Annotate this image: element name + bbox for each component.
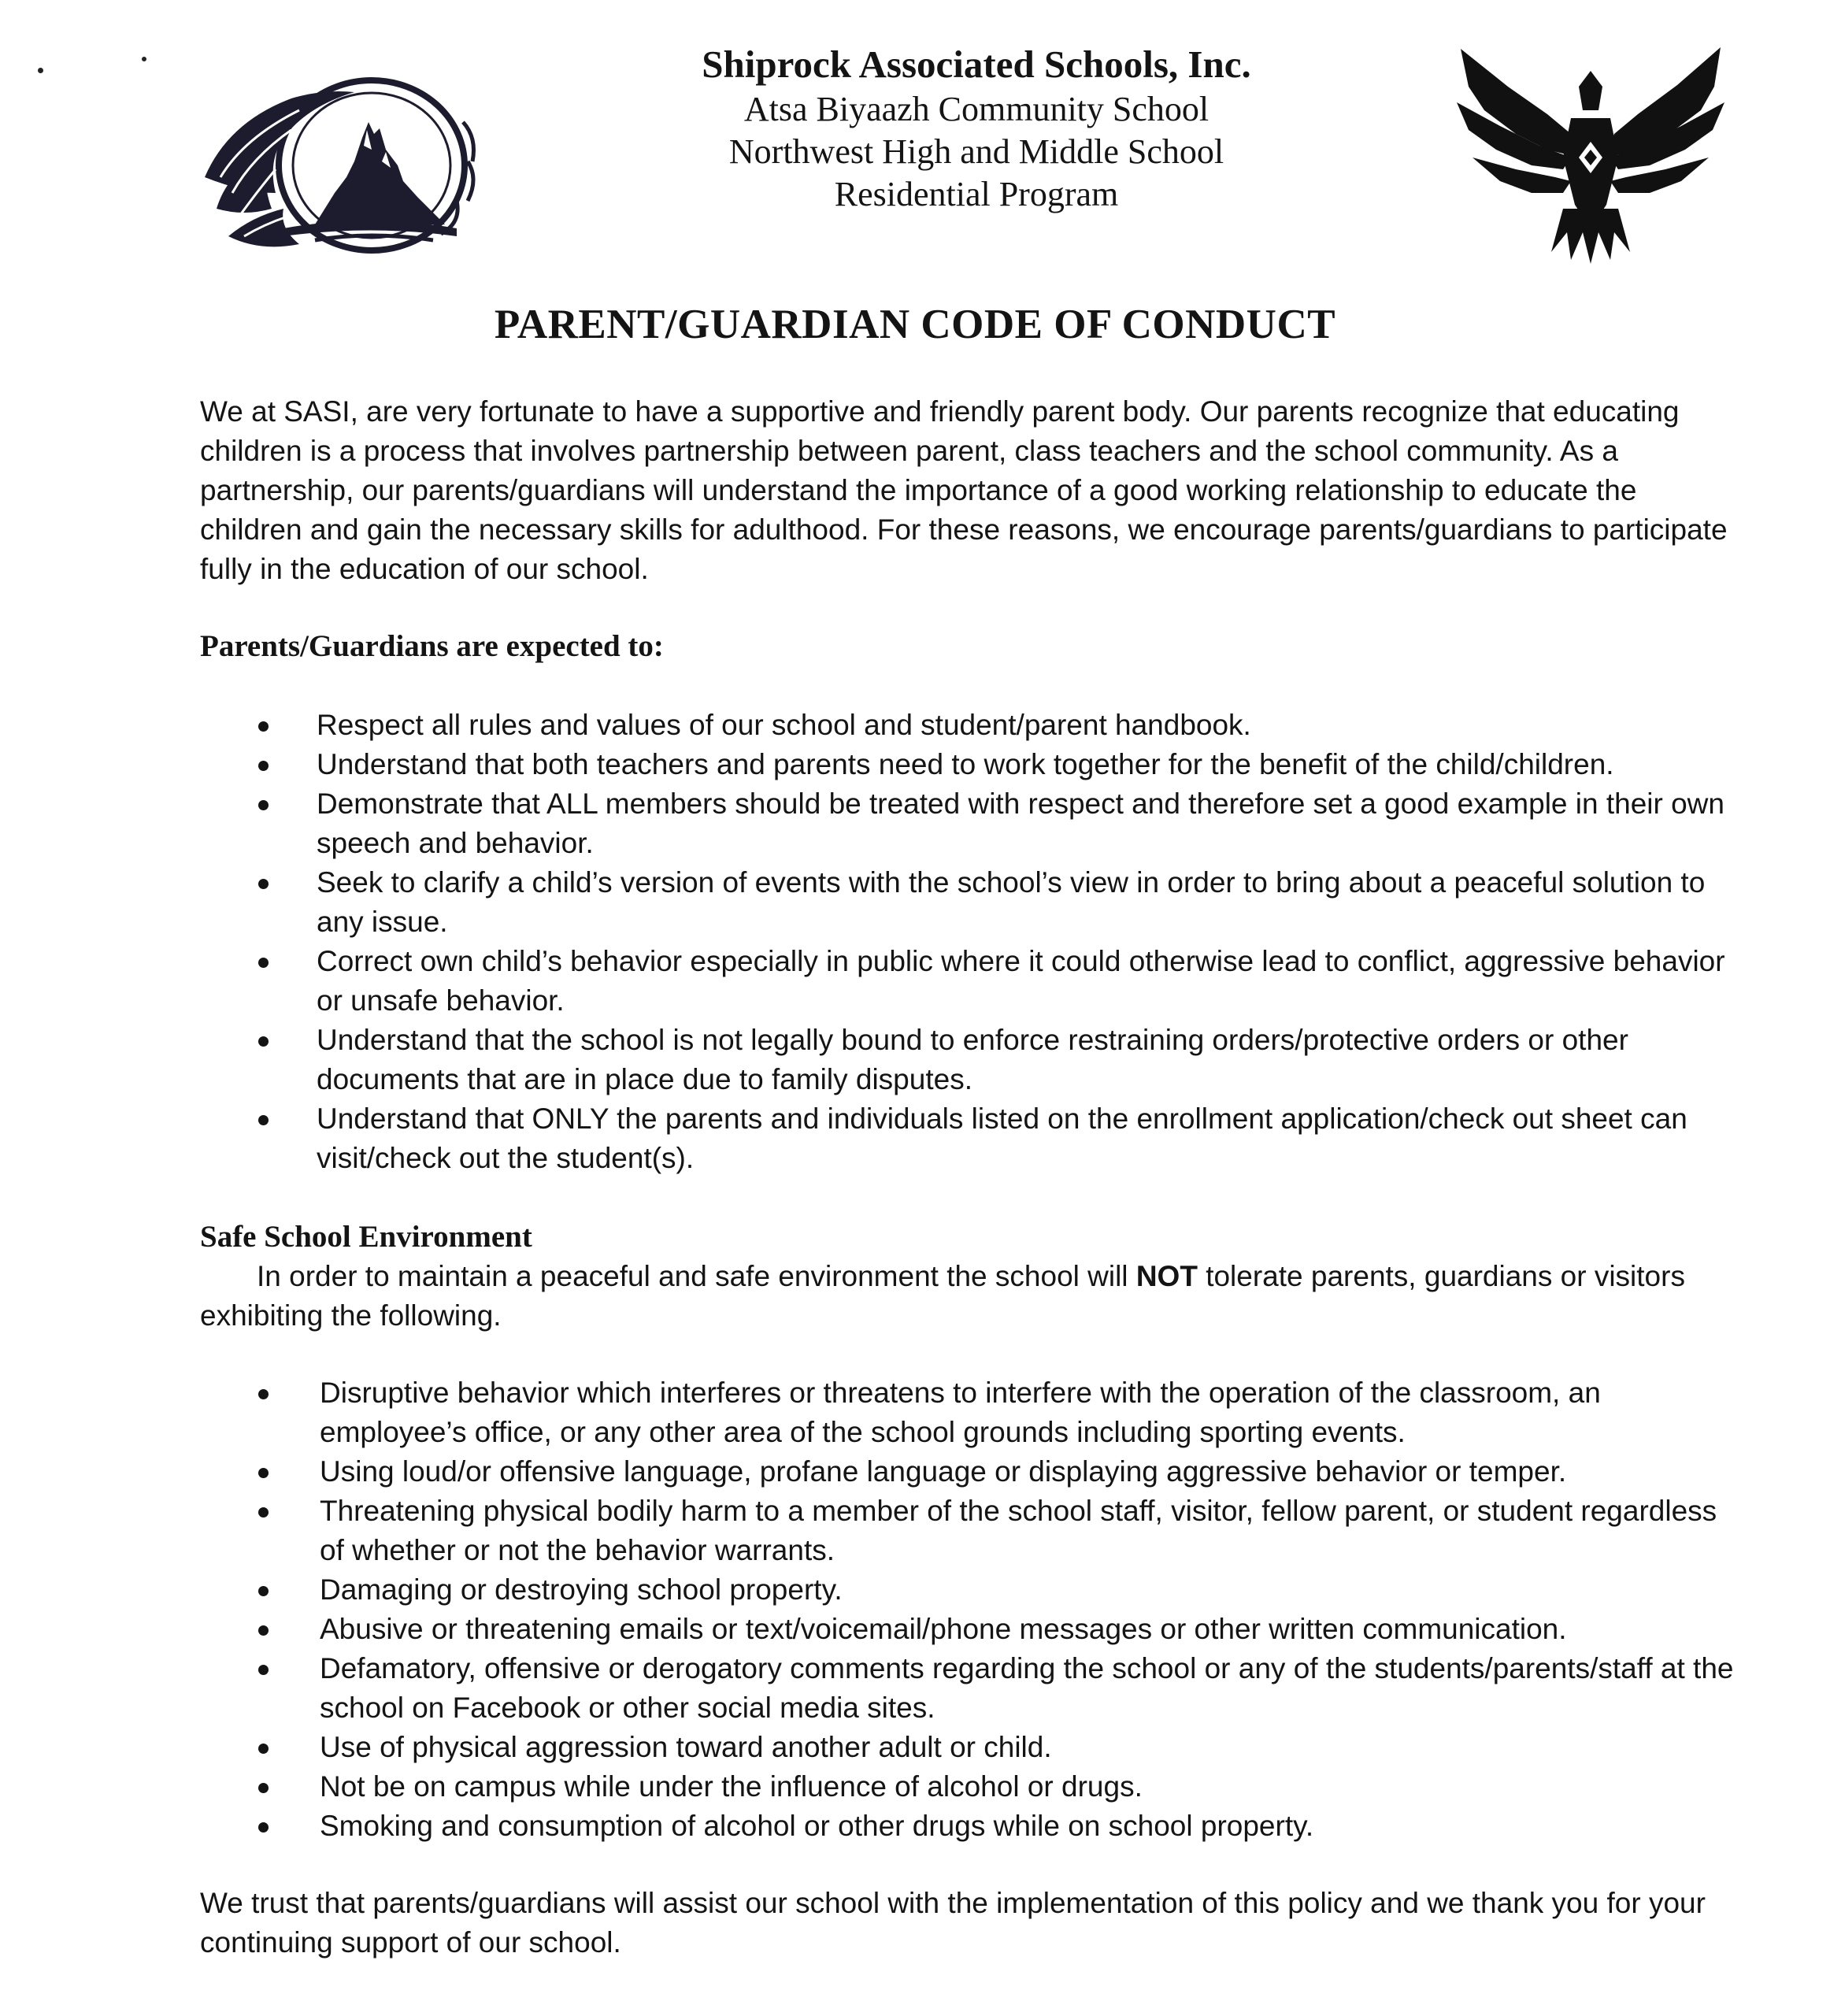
list-item: Damaging or destroying school property. [200,1570,1743,1610]
intro-paragraph: We at SASI, are very fortunate to have a supportive and friendly parent body. Our parents recognize that educating children is a process that involves partnership between parent, class teachers and the school community. As a partnership, our parents/guardians will understand the importance of a good working relationship to educate the children and gain the necessary skills for adulthood. For these reasons, we encourage parents/guardians to participate fully in the education of our school. [200,395,1728,585]
safe-school-intro-text: tolerate parents, guardians or visitors exhibiting the following. [200,1260,1685,1332]
list-item: Demonstrate that ALL members should be treated with respect and therefore set a good example in their own speech and behavior. [200,784,1743,863]
scan-speck [142,57,146,61]
organization-name: Shiprock Associated Schools, Inc. [702,43,1251,86]
document-body [200,392,1743,1962]
scan-speck [38,68,43,73]
list-item: Understand that the school is not legally bound to enforce restraining orders/protective orders or other documents that are in place due to family disputes. [200,1021,1743,1099]
list-item: Understand that both teachers and parents need to work together for the benefit of the child/children. [200,745,1743,784]
closing-paragraph: We trust that parents/guardians will assist our school with the implementation of this policy and we thank you for your continuing support of our school. [200,1887,1706,1959]
list-item: Disruptive behavior which interferes or threatens to interfere with the operation of the classroom, an employee’s office, or any other area of the school grounds including sporting events. [200,1373,1743,1452]
list-item: Smoking and consumption of alcohol or other drugs while on school property. [200,1807,1743,1846]
list-item: Understand that ONLY the parents and individuals listed on the enrollment application/check out sheet can visit/check out the student(s). [200,1099,1743,1178]
list-item: Using loud/or offensive language, profane language or displaying aggressive behavior or temper. [200,1452,1743,1492]
expectations-heading: Parents/Guardians are expected to: [200,629,664,663]
list-item: Correct own child’s behavior especially in public where it could otherwise lead to conflict, aggressive behavior or unsafe behavior. [200,942,1743,1021]
list-item: Use of physical aggression toward another adult or child. [200,1728,1743,1767]
safe-school-heading: Safe School Environment [200,1220,532,1254]
safe-school-intro-text: In order to maintain a peaceful and safe environment the school will [257,1260,1136,1292]
list-item: Respect all rules and values of our school and student/parent handbook. [200,706,1743,745]
prohibited-behaviors-list [200,1373,1743,1846]
school-name-line: Atsa Biyaazh Community School [743,90,1210,128]
list-item: Threatening physical bodily harm to a member of the school staff, visitor, fellow parent, or student regardless of whether or not the behavior warrants. [200,1492,1743,1570]
program-name-line: Residential Program [834,175,1119,213]
document-title: PARENT/GUARDIAN CODE OF CONDUCT [494,302,1336,347]
safe-school-intro [200,1257,1743,1336]
school-seal-logo [197,75,488,268]
school-name-line: Northwest High and Middle School [728,132,1224,171]
expectations-list [200,706,1743,1178]
eagle-emblem-logo [1453,39,1728,264]
list-item: Not be on campus while under the influence of alcohol or drugs. [200,1767,1743,1807]
list-item: Seek to clarify a child’s version of events with the school’s view in order to bring about a peaceful solution to any issue. [200,863,1743,942]
list-item: Abusive or threatening emails or text/voicemail/phone messages or other written communication. [200,1610,1743,1649]
emphasis-not: NOT [1135,1260,1198,1292]
school-header [551,41,1402,216]
list-item: Defamatory, offensive or derogatory comments regarding the school or any of the students/parents/staff at the school on Facebook or other social media sites. [200,1649,1743,1728]
